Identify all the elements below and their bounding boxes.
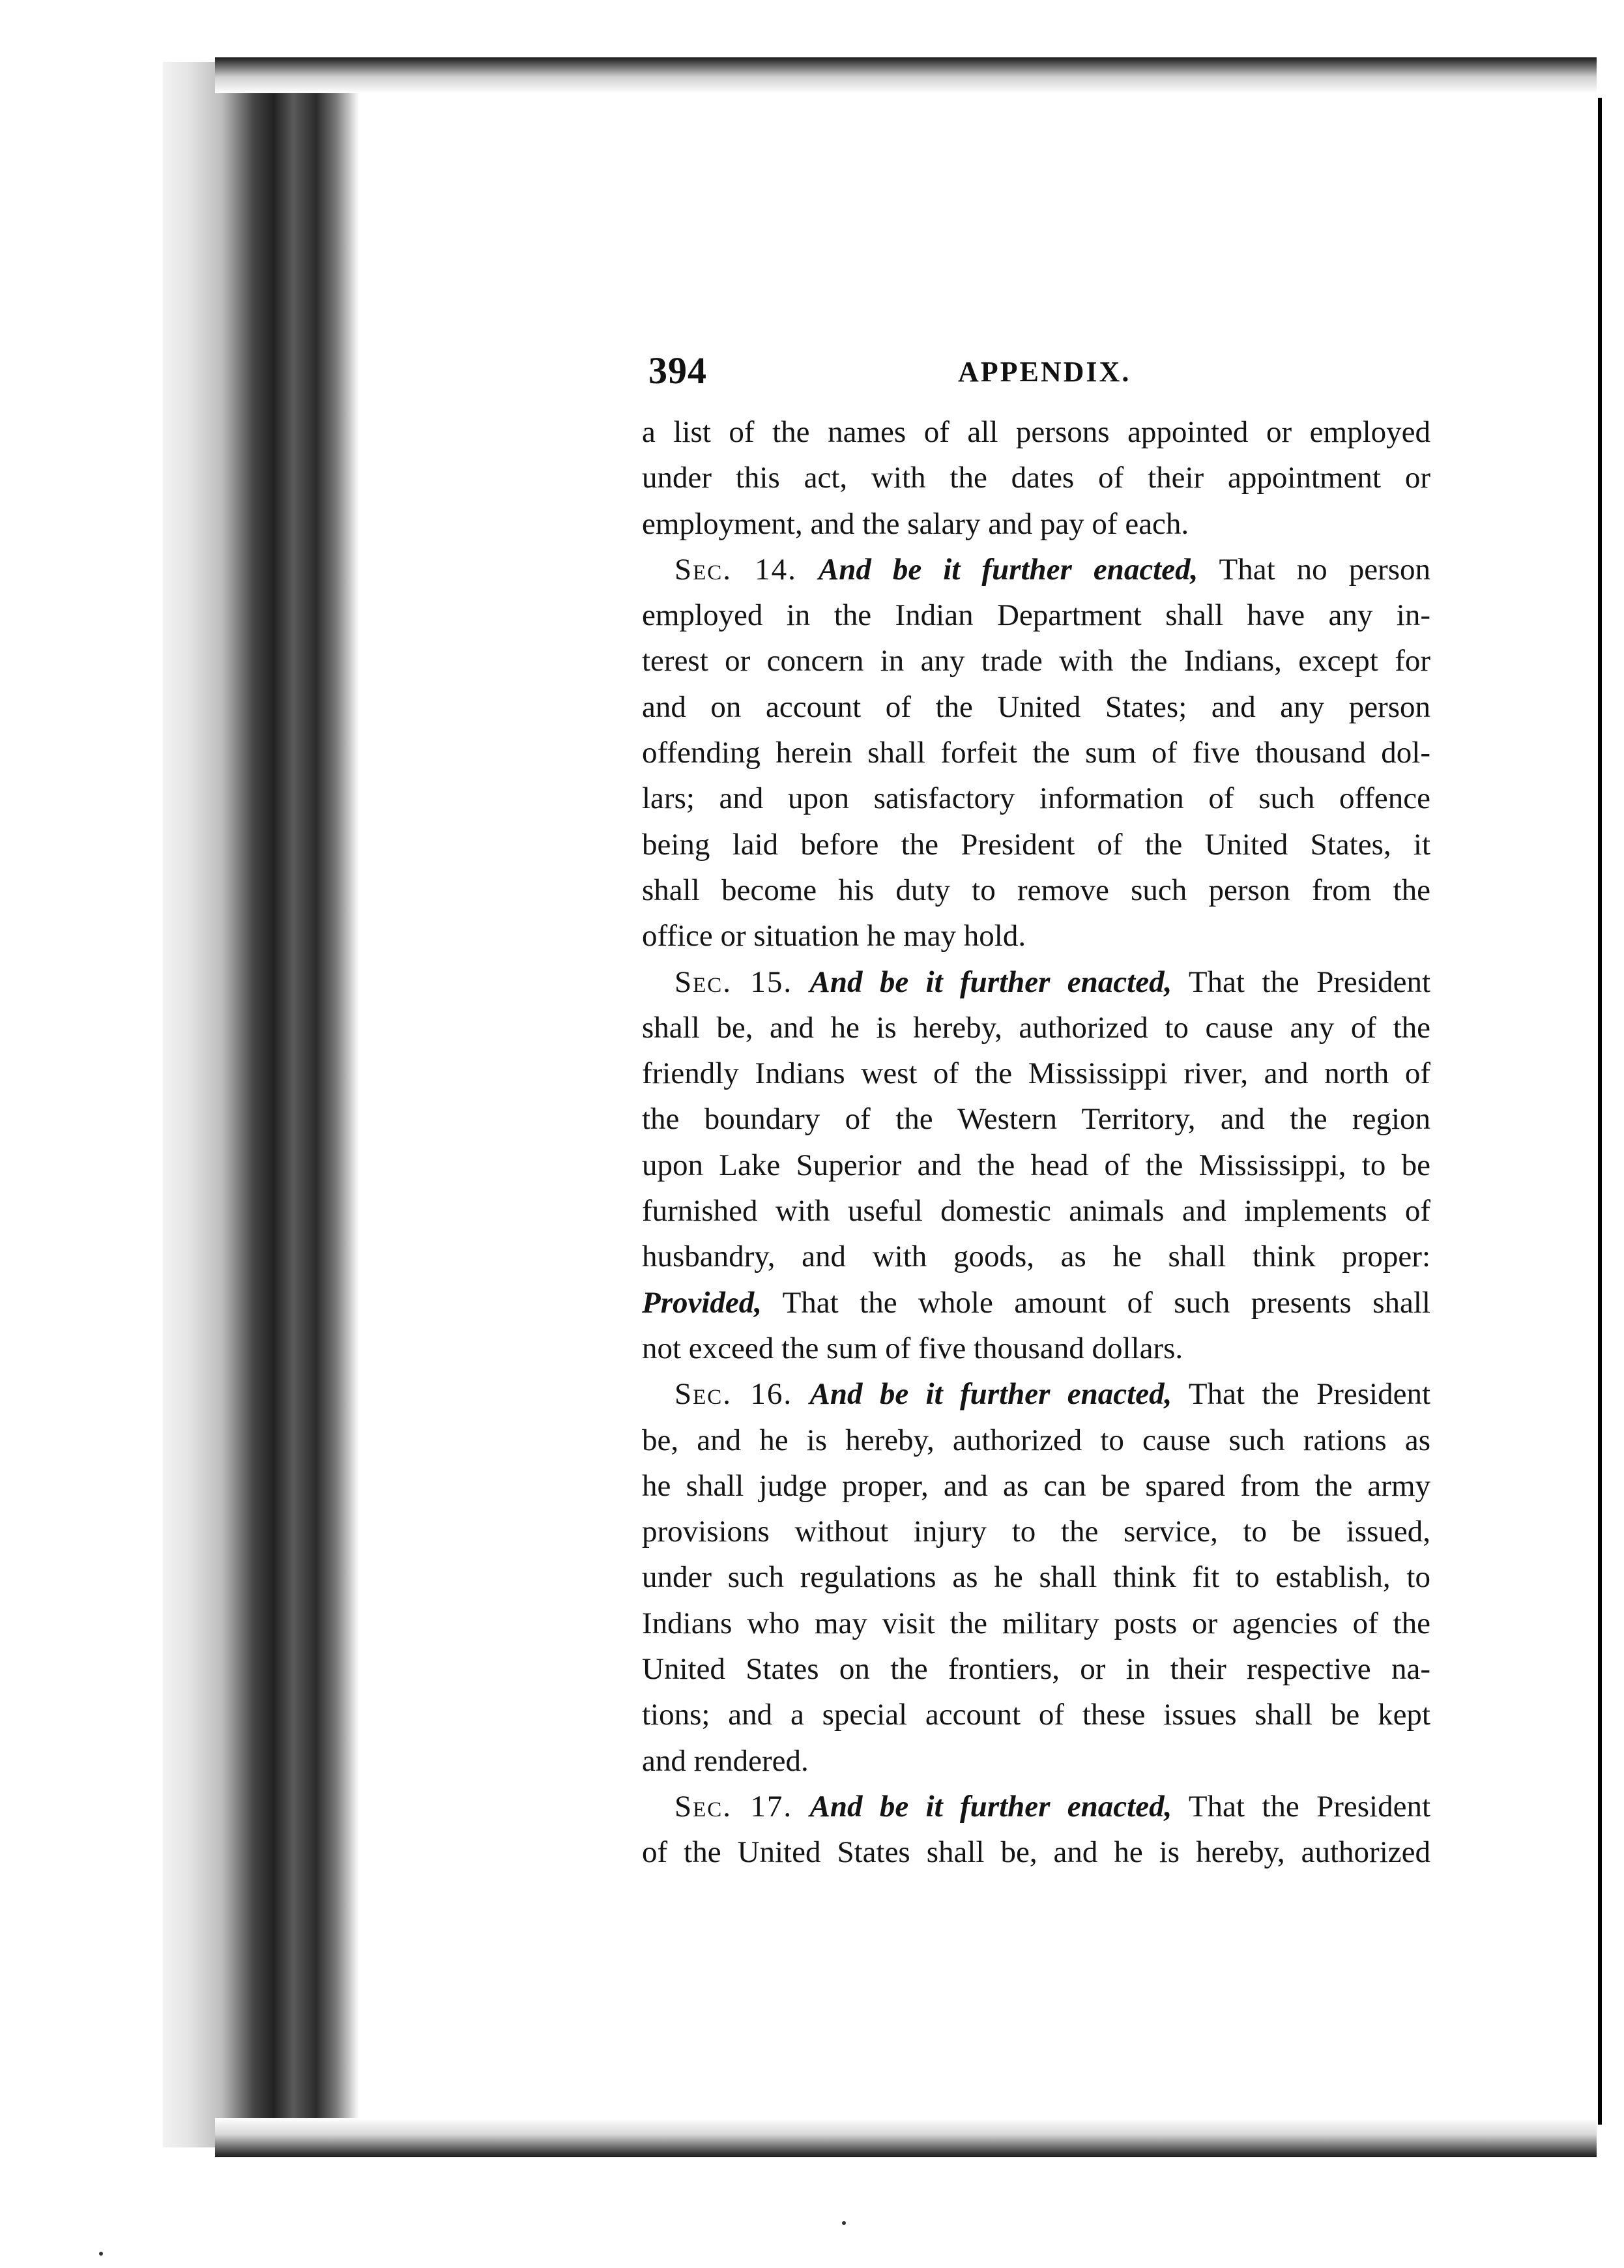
line-text: under such regulations as he shall think fit to establish, to bbox=[642, 1560, 1430, 1595]
enacting-clause: And be it further enacted, bbox=[818, 552, 1198, 587]
line-text: Indians who may visit the military posts or agencies of the bbox=[642, 1606, 1430, 1640]
scan-speck bbox=[99, 2252, 103, 2256]
running-head: APPENDIX. bbox=[958, 356, 1131, 388]
line-text: provisions without injury to the service, to be issued, bbox=[642, 1515, 1430, 1549]
text-line bbox=[642, 1188, 1430, 1234]
line-text: That no person bbox=[1198, 552, 1430, 587]
line-text: husbandry, and with goods, as he shall think proper: bbox=[642, 1240, 1430, 1274]
line-text: That the President bbox=[1172, 965, 1431, 999]
line-text: That the President bbox=[1172, 1789, 1431, 1824]
line-text: furnished with useful domestic animals and implements of bbox=[642, 1194, 1430, 1228]
text-line bbox=[642, 592, 1430, 638]
section-number: Sec. 14. bbox=[674, 552, 797, 587]
text-line bbox=[642, 684, 1430, 730]
page-header bbox=[648, 349, 1430, 401]
text-line bbox=[642, 867, 1430, 913]
proviso-word: Provided, bbox=[642, 1285, 762, 1320]
line-text: be, and he is hereby, authorized to cause such rations as bbox=[642, 1423, 1430, 1457]
line-text: the boundary of the Western Territory, and the region bbox=[642, 1102, 1430, 1137]
text-line bbox=[642, 1326, 1430, 1371]
text-line bbox=[642, 1829, 1430, 1875]
text-line bbox=[642, 1005, 1430, 1051]
text-line bbox=[642, 959, 1430, 1005]
text-line bbox=[642, 1601, 1430, 1646]
text-line bbox=[642, 409, 1430, 455]
text-line bbox=[642, 1234, 1430, 1279]
body-text bbox=[642, 409, 1430, 1876]
section-number: Sec. 17. bbox=[674, 1789, 793, 1824]
right-page-border bbox=[1598, 98, 1602, 2125]
text-line bbox=[642, 1463, 1430, 1509]
page-bottom-shadow bbox=[215, 2118, 1597, 2157]
section-number: Sec. 16. bbox=[674, 1377, 793, 1412]
line-text: That the President bbox=[1172, 1377, 1431, 1412]
line-text: not exceed the sum of five thousand dollars. bbox=[642, 1331, 1183, 1365]
text-line bbox=[642, 1280, 1430, 1326]
line-text: tions; and a special account of these issues shall be kept bbox=[642, 1698, 1430, 1732]
text-line bbox=[642, 1554, 1430, 1600]
line-text: shall be, and he is hereby, authorized to cause any of the bbox=[642, 1010, 1430, 1045]
page-number: 394 bbox=[648, 349, 707, 392]
line-text: terest or concern in any trade with the Indians, except for bbox=[642, 644, 1430, 678]
line-text: employment, and the salary and pay of each. bbox=[642, 506, 1189, 541]
line-text: friendly Indians west of the Mississippi river, and north of bbox=[642, 1056, 1430, 1091]
text-line bbox=[642, 1692, 1430, 1737]
line-text: offending herein shall forfeit the sum of five thousand dol- bbox=[642, 736, 1430, 770]
text-line bbox=[642, 1142, 1430, 1188]
text-line bbox=[642, 547, 1430, 592]
line-text: under this act, with the dates of their appointment or bbox=[642, 461, 1430, 495]
text-line bbox=[642, 501, 1430, 547]
line-text: employed in the Indian Department shall have any in- bbox=[642, 598, 1430, 633]
text-line bbox=[642, 455, 1430, 501]
text-line bbox=[642, 822, 1430, 867]
text-line bbox=[642, 776, 1430, 821]
text-line bbox=[642, 1738, 1430, 1784]
line-text: United States on the frontiers, or in their respective na- bbox=[642, 1652, 1430, 1687]
page-top-shadow bbox=[215, 57, 1597, 93]
text-line bbox=[642, 1509, 1430, 1554]
section-number: Sec. 15. bbox=[674, 965, 793, 999]
line-text: a list of the names of all persons appointed or employed bbox=[642, 415, 1430, 449]
line-text: and rendered. bbox=[642, 1743, 809, 1778]
enacting-clause: And be it further enacted, bbox=[809, 965, 1172, 999]
line-text: he shall judge proper, and as can be spared from the army bbox=[642, 1468, 1430, 1503]
line-text: and on account of the United States; and any person bbox=[642, 690, 1430, 724]
text-line bbox=[642, 1096, 1430, 1142]
line-text: shall become his duty to remove such person from the bbox=[642, 873, 1430, 907]
text-line bbox=[642, 730, 1430, 776]
text-line bbox=[642, 1051, 1430, 1096]
text-line bbox=[642, 1784, 1430, 1829]
text-line bbox=[642, 913, 1430, 959]
text-line bbox=[642, 638, 1430, 684]
enacting-clause: And be it further enacted, bbox=[809, 1377, 1172, 1412]
text-line bbox=[642, 1418, 1430, 1463]
text-line bbox=[642, 1646, 1430, 1692]
line-text: That the whole amount of such presents shall bbox=[762, 1285, 1430, 1320]
text-line bbox=[642, 1371, 1430, 1417]
scan-speck bbox=[842, 2221, 846, 2225]
line-text: lars; and upon satisfactory information of such offence bbox=[642, 781, 1430, 816]
line-text: upon Lake Superior and the head of the Mississippi, to be bbox=[642, 1148, 1430, 1182]
book-page-edges bbox=[163, 62, 358, 2147]
enacting-clause: And be it further enacted, bbox=[809, 1789, 1172, 1824]
line-text: of the United States shall be, and he is hereby, authorized bbox=[642, 1835, 1430, 1870]
line-text: being laid before the President of the United States, it bbox=[642, 827, 1430, 862]
line-text: office or situation he may hold. bbox=[642, 919, 1026, 953]
